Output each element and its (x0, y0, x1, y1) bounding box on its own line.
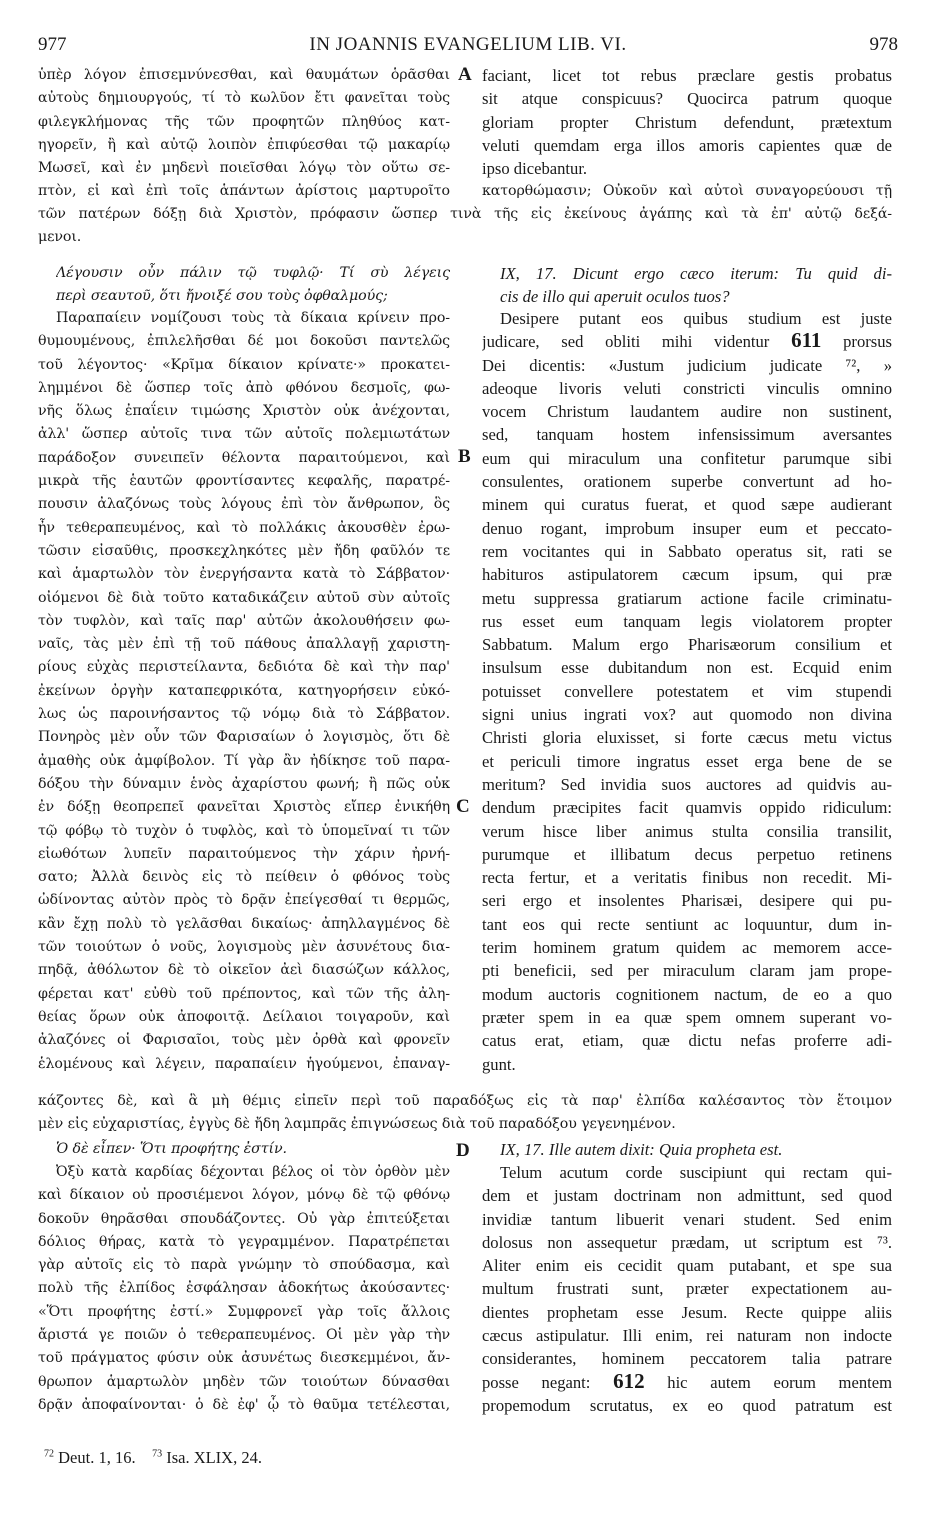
text-line: καὶ δίκαιον οὐ προσιέμενοι λόγον, μόνῳ δὲ τῷ φθόνῳ (38, 1187, 450, 1204)
text-line: metu suppressa gratiarum actione facile criminatu- (482, 588, 892, 608)
text-line: τῶν πατέρων δόξῃ διὰ Χριστὸν, πρόφασιν ὥσπερ τινὰ τῆς εἰς ἐκείνους ἀγάπης καὶ τὰ ἐπ' αὐτῷ δεξά- (38, 206, 892, 222)
text-line: σατο; Ἀλλὰ δεινὸς εἰς τὸ πείθειν ὁ φθόνος τοὺς (38, 869, 450, 886)
text-line: πτὸν, εἰ καὶ ἐπὶ τοῖς ἁπάντων ἀρίστοις μαρτυροῖτο (38, 183, 450, 200)
text-line: potuisset convellere potestatem et vim stupendi (482, 681, 892, 701)
text-line: tant eos qui recte sentiunt ac loquuntur, dum in- (482, 914, 892, 934)
latin-commentary-column-2 (482, 1161, 892, 1417)
text-line: ἀλαζόνες οἱ Φαρισαῖοι, τοὺς μὲν ὀρθὰ καὶ φρονεῖν (38, 1032, 450, 1049)
text-line: τοῦ λέγοντος· «Κρῖμα δίκαιον κρίνατε·» προκατει- (38, 356, 450, 373)
text-line: τῷ φόβῳ τὸ τυχὸν ὁ τυφλὸς, καὶ τὸ ὑπομεῖναί τι τῶν (38, 822, 450, 839)
left-page-number: 977 (38, 34, 67, 55)
text-line: πηδᾷ, ἀθόλωτον δὲ τὸ οἰκεῖον ἀεὶ διασώζων κάλλος, (38, 962, 450, 979)
text-line: αὐτοὺς δημιουργούς, τί τὸ κωλῦον ἔτι φανεῖται τοὺς (38, 90, 450, 107)
margin-marker-b: B (458, 446, 471, 467)
lemma-latin-1 (500, 262, 892, 309)
text-line: habituros astipulatorem cæcum ipsum, qui præ (482, 565, 892, 585)
greek-continuation-line: κατορθώμασιν; Οὐκοῦν καὶ αὐτοὶ συναγορεύουσι τῇ (482, 183, 892, 199)
text-line: terim hominem gratum quidem ac memorem acce- (482, 938, 892, 958)
running-header (38, 34, 898, 58)
text-line: δοκοῦν θηρᾶσθαι σπουδάζοντες. Οὐ γὰρ ἐπιτεύξεται (38, 1210, 450, 1227)
text-line: κάζοντες δὲ, καὶ ἃ μὴ θέμις εἰπεῖν περὶ τοῦ παραδόξως εἰς τὰ παρ' ἐλπίδα καλέσαντος τὸν ἕτοιμον (38, 1093, 892, 1109)
text-line: vocem Christum laudantem audire non sustinent, (482, 402, 892, 422)
text-line: Desipere putant eos quibus studium est juste (500, 309, 892, 328)
text-line: λημμένοι δὲ ὥσπερ τοῖς ἀπὸ φθόνου δεσμοῖς, φω- (38, 379, 450, 396)
text-line: φιλεγκλήμονας τῆς τῶν προφητῶν πληθύος κατ- (38, 113, 450, 130)
text-line: gunt. (482, 1054, 516, 1074)
latin-column-top (482, 64, 892, 180)
text-line: invidiæ tantum libuerit venari student. Sed enim (482, 1209, 892, 1229)
text-line: minem qui curatus fuerat, et quod sæpe audierant (482, 495, 892, 515)
right-page-number: 978 (869, 34, 898, 55)
footnote-number-73: 73 (152, 1448, 163, 1460)
text-line: adeoque livoris veluti constricti vinculis omnino (482, 378, 892, 398)
text-line: μενοι. (38, 229, 82, 246)
text-line: dolosus non assequetur prædam, ut scriptum est ⁷³. (482, 1232, 892, 1252)
text-line: πολὺ τῆς ἐλπίδος ἐσφάλησαν ἀδοκήτως ἀκούσαντες· (38, 1280, 450, 1297)
text-line: Μωσεῖ, καὶ ἐν μηδενὶ ποιεῖσθαι λόγῳ τὸν οὕτω σε- (38, 160, 450, 177)
text-line: signi unius ingrati vox? aut quomodo non divina (482, 705, 892, 725)
text-line: μὲν εἰς εὐχαριστίας, ἐγγὺς δὲ ἤδη λαμπρᾶς ἐπιγνώσεως διὰ τοῦ παραδόξου γεγενημένον. (38, 1116, 676, 1133)
text-line: καὶ ἁμαρτωλὸν τὸν ἐνεργήσαντα κατὰ τὸ Σάββατον· (38, 566, 450, 583)
text-line: veluti quemdam erga illos amoris capientes quæ de (482, 135, 892, 155)
text-line: Sabbatum. Malum ergo Pharisæorum consilium et (482, 635, 892, 655)
text-line: cis de illo qui aperuit oculos tuos? (500, 287, 730, 307)
text-line: ἑλομένους καὶ λέγειν, παραπαίειν ἡγούμενοι, ἐπαναγ- (38, 1055, 450, 1072)
greek-column-top (38, 64, 450, 204)
text-line: dem et justam doctrinam non admittunt, sed quod (482, 1186, 892, 1206)
text-line: multum frustrati sunt, præter expectationem au- (482, 1279, 892, 1299)
text-line: μικρὰ τῆς ἑαυτῶν φροντίσαντες κεφαλῆς, παρατρέ- (38, 473, 450, 490)
text-line: οἰόμενοι δὲ διὰ τοῦτο καταδικάζειν αὐτοῦ σὺν αὐτοῖς (38, 589, 450, 606)
text-line: τοῦ πράγματος φύσιν οὐκ ἀσυνέτως διεσκεμμένοι, ἄν- (38, 1350, 450, 1367)
text-line: ἐκείνων ὀργὴν καταπεφρικότα, κατηγορήσειν εὐκό- (38, 682, 450, 699)
text-line: πουσιν ἀλαζόνως τοὺς λόγους ἐπὶ τὸν ἄνθρωπον, ὃς (38, 496, 450, 513)
greek-commentary-column-2 (38, 1161, 450, 1417)
text-line: ἐν δόξῃ θεοπρεπεῖ φανεῖται Χριστὸς εἴπερ ἐνικήθη (38, 799, 450, 816)
greek-full-width-top (38, 203, 892, 250)
text-line: ρίους εὐχὰς περιστείλαντα, δεδιότα δὲ καὶ τὴν παρ' (38, 659, 450, 676)
greek-full-width-middle (38, 1090, 892, 1137)
text-line: seri ergo et insolentes Pharisæi, desipere qui pu- (482, 891, 892, 911)
text-line: dendum præcipites facit quamvis oppido ridiculum: (482, 798, 892, 818)
text-line: dientes prophetam esse Jesum. Recte quippe aliis (482, 1302, 892, 1322)
text-line: Ὀξὺ κατὰ καρδίας δέχονται βέλος οἱ τὸν ὀρθὸν μὲν (56, 1164, 450, 1180)
text-line: νῆς ὅλως ἐπαΐειν τιμώσης Χριστὸν οὐκ ἀνέχονται, (38, 403, 450, 420)
text-line: λως ὡς παροινήσαντος τῷ νόμῳ διὰ τὸ Σάββατον. (38, 706, 450, 723)
text-line: τῶν τοιούτων ὁ νοῦς, λογισμοὺς μὲν ἀσυνέτους δια- (38, 939, 450, 956)
text-line: ἦν τεθεραπευμένος, καὶ τὸ πολλάκις ἀκουσθὲν ἐρω- (38, 519, 450, 536)
footnote-number-72: 72 (44, 1448, 54, 1460)
text-line: δόλιος θήρας, κατὰ τὸ γεγραμμένον. Παρατρέπεται (38, 1233, 450, 1250)
text-line: τὸν τυφλὸν, καὶ ταῖς παρ' αὐτῶν ἀκολουθήσειν φω- (38, 612, 450, 629)
text-line: ναῖς, τὰς μὲν ἐπὶ τῇ τοῦ πάθους ἀπαλλαγῇ χαριστη- (38, 636, 450, 653)
text-line: recta fertur, et a veritatis finibus non recedit. Mi- (482, 868, 892, 888)
text-line: consulentes, orationem superbe convertunt ad ho- (482, 472, 892, 492)
lemma-latin-2 (500, 1138, 892, 1161)
text-line: θείας ὅρων οὐκ ἀποφοιτᾷ. Δείλαιοι τοιγαροῦν, καὶ (38, 1008, 450, 1025)
text-line: ἀλλ' ὥσπερ αὐτοῖς τινα τῶν αὐτοῖς πολεμιωτάτων (38, 426, 450, 443)
text-line: «Ὅτι προφήτης ἐστί.» Συμφρονεῖ γὰρ τοῖς ἄλλοις (38, 1303, 450, 1320)
text-line: eum qui miraculum una confitetur parumque sibi (482, 448, 892, 468)
text-line: sed, tanquam hostem infensissimum aversantes (482, 425, 892, 445)
text-line: propemodum scrutatus, ex eo quod patratum est (482, 1395, 892, 1415)
text-line: ὠδίνοντας αὐτὸν πρὸς τὸ δρᾷν ἐπείγεσθαί τι θερμῶς, (38, 892, 450, 909)
footnote-ref-72: Deut. 1, 16. (58, 1448, 136, 1467)
text-line: faciant, licet tot rebus præclare gestis probatus (482, 66, 892, 85)
text-line: περὶ σεαυτοῦ, ὅτι ἤνοιξέ σου τοὺς ὀφθαλμούς; (56, 288, 388, 305)
margin-marker-c: C (456, 796, 470, 817)
text-line: δρᾷν ἀποφαίνονται· ὁ δὲ ἐφ' ᾧ τὸ θαῦμα τετέλεσται, (38, 1396, 450, 1413)
text-line: ipso dicebantur. (482, 159, 588, 179)
text-line: verum hisce liber animus stulta consilia transilit, (482, 821, 892, 841)
lemma-latin-2-line: IX, 17. Ille autem dixit: Quia propheta est. (500, 1140, 783, 1159)
footnote-ref-73: Isa. XLIX, 24. (166, 1448, 262, 1467)
text-line: ἀμαθὴς οὐκ ἀμφίβολον. Τί γὰρ ἂν ἠδίκησε τοῦ παρα- (38, 752, 450, 769)
text-line: catus erat, etiam, quæ dictu nefas proferre adi- (482, 1031, 892, 1051)
text-line: παράδοξον συνειπεῖν θέλοντα παραιτούμενοι, καὶ (38, 449, 450, 466)
text-line: posse negant: 612 hic autem eorum mentem (482, 1370, 892, 1393)
inline-page-number: 612 (613, 1370, 645, 1393)
text-line: τῶσιν εἰσαῦθις, προσκεχληκότες μὲν ἤδη φαῦλόν τε (38, 542, 450, 559)
text-line: Dei dicentis: «Justum judicium judicate ⁷², » (482, 355, 892, 375)
greek-continuation-right (482, 180, 892, 203)
inline-page-number: 611 (791, 330, 822, 353)
lemma-greek-1 (56, 262, 450, 309)
text-line: considerantes, hominem peccatorem talia patrare (482, 1349, 892, 1369)
text-line: rem vocitantes qui in Sabbato operatus sit, rati se (482, 541, 892, 561)
text-line: præter spem in ea quæ spem omnem superant vo- (482, 1007, 892, 1027)
text-line: gloriam propter Christum defendunt, prætextum (482, 112, 892, 132)
text-line: ἄριστά γε ποιῶν ὁ τεθεραπευμένος. Οἱ μὲν γὰρ τὴν (38, 1327, 450, 1344)
text-line: meritum? Sed invidia suos auctores ad quidvis au- (482, 774, 892, 794)
text-line: γὰρ αὐτοῖς εἰς τὸ παρὰ γνώμην τὸ σπούδασμα, καὶ (38, 1257, 450, 1274)
text-line: ηγορεῖν, ἢ καὶ αὐτῷ λοιπὸν ἐπιφύεσθαι τῷ μακαρίῳ (38, 136, 450, 153)
text-line: denuo rogant, improbum insuper eum et peccato- (482, 518, 892, 538)
margin-marker-a: A (458, 64, 472, 85)
margin-marker-d: D (456, 1140, 470, 1161)
text-line: IX, 17. Dicunt ergo cæco iterum: Tu quid di- (500, 264, 892, 283)
text-line: Λέγουσιν οὖν πάλιν τῷ τυφλῷ· Τί σὺ λέγεις (56, 265, 450, 281)
text-line: pti beneficii, sed per miraculum claram jam prope- (482, 961, 892, 981)
text-line: Πονηρὸς μὲν οὖν τῶν Φαρισαίων ὁ λογισμὸς, ὅτι δὲ (38, 729, 450, 746)
text-line: Παραπαίειν νομίζουσι τοὺς τὰ δίκαια κρίνειν προ- (56, 310, 450, 326)
text-line: purumque et illibatum decus perpetuo retinens (482, 844, 892, 864)
text-line: judicare, sed obliti mihi videntur 611 prorsus (482, 330, 892, 353)
text-line: Christi gloria eluxisset, si forte cæcus metu victus (482, 728, 892, 748)
text-line: rus esset eum tanquam legis violatorem propter (482, 611, 892, 631)
footnotes (44, 1448, 262, 1468)
text-line: Aliter enim eis cecidit quam putabant, et spe sua (482, 1256, 892, 1276)
text-line: sit atque conspicuus? Quocirca patrum quoque (482, 89, 892, 109)
text-line: et periculi timore ingratus esset erga bene de se (482, 751, 892, 771)
text-line: φέρεται κατ' εὐθὺ τοῦ πρέποντος, καὶ τῶν τῆς ἀλη- (38, 985, 450, 1002)
text-line: δόξου τὴν δύναμιν ἑνὸς ἀχαρίστου φωνή; ἢ πῶς οὐκ (38, 775, 450, 792)
text-line: κἂν ἔχῃ πολὺ τὸ γελᾶσθαι δικαίως· ἀπηλλαγμένος δὲ (38, 915, 450, 932)
running-title: IN JOANNIS EVANGELIUM LIB. VI. (309, 34, 627, 55)
text-line: cæcus astipulatur. Illi enim, rei naturam non indocte (482, 1326, 892, 1346)
greek-commentary-column (38, 307, 450, 1076)
text-line: insulsum esse dubitandum non est. Ecquid enim (482, 658, 892, 678)
text-line: θρωπον ἁμαρτωλὸν μηδὲν τῶν τοιούτων δύνασθαι (38, 1373, 450, 1390)
text-line: modum auctoris cognitionem nactum, de eo a quo (482, 984, 892, 1004)
latin-commentary-column (482, 307, 892, 1076)
text-line: ὑπὲρ λόγον ἐπισεμνύνεσθαι, καὶ θαυμάτων ὁρᾶσθαι (38, 67, 450, 83)
text-line: εἰωθότων λυπεῖν παραιτούμενος τὴν χάριν ἠρνή- (38, 845, 450, 862)
lemma-greek-2-line: Ὁ δὲ εἶπεν· Ὅτι προφήτης ἐστίν. (56, 1141, 287, 1157)
text-line: θυμουμένους, ἐπιλελῆσθαι δέ μοι δοκοῦσι παντελῶς (38, 333, 450, 350)
lemma-greek-2 (56, 1138, 450, 1161)
text-line: Telum acutum corde suscipiunt qui rectam qui- (500, 1163, 892, 1182)
